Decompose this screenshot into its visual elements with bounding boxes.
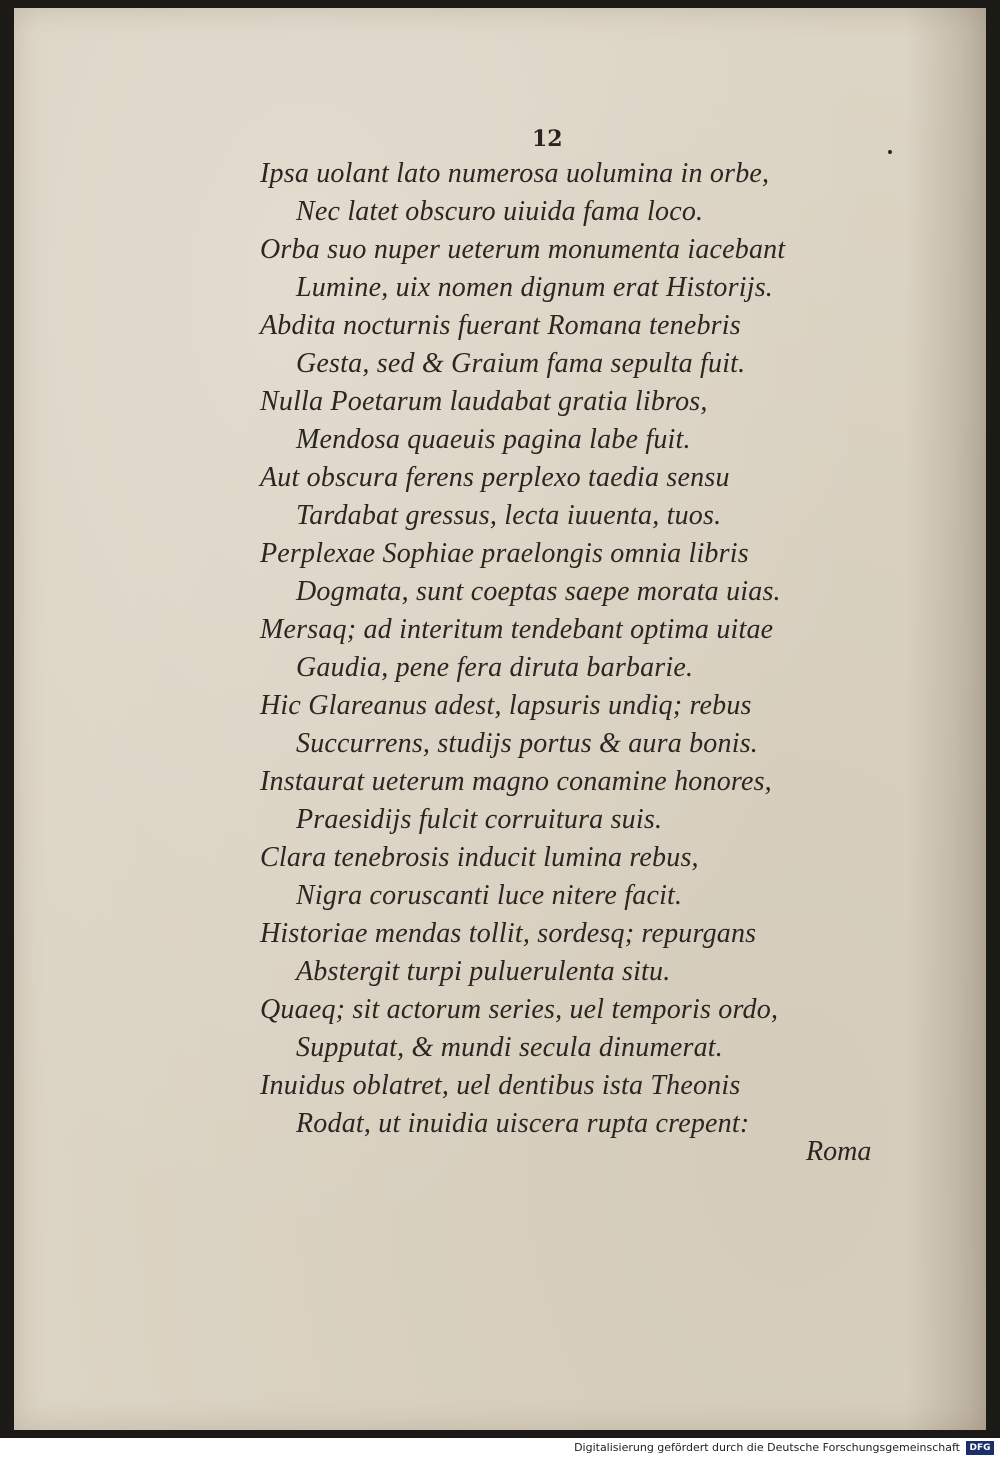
page-number: 12 bbox=[532, 126, 563, 152]
pentameter-line: Mendosa quaeuis pagina labe fuit. bbox=[296, 424, 691, 455]
hexameter-line: Instaurat ueterum magno conamine honores, bbox=[260, 766, 772, 797]
pentameter-line: Praesidijs fulcit corruitura suis. bbox=[296, 804, 663, 835]
pentameter-line: Abstergit turpi puluerulenta situ. bbox=[296, 956, 671, 987]
ink-speck bbox=[888, 150, 892, 154]
hexameter-line: Mersaq; ad interitum tendebant optima uitae bbox=[260, 614, 774, 645]
hexameter-line: Ipsa uolant lato numerosa uolumina in orbe, bbox=[260, 158, 770, 189]
hexameter-line: Quaeq; sit actorum series, uel temporis ordo, bbox=[260, 994, 779, 1025]
pentameter-line: Gesta, sed & Graium fama sepulta fuit. bbox=[296, 348, 746, 379]
hexameter-line: Perplexae Sophiae praelongis omnia libris bbox=[260, 538, 749, 569]
pentameter-line: Lumine, uix nomen dignum erat Historijs. bbox=[296, 272, 773, 303]
funding-credit: Digitalisierung gefördert durch die Deutsche Forschungsgemeinschaft bbox=[574, 1441, 960, 1454]
pentameter-line: Nigra coruscanti luce nitere facit. bbox=[296, 880, 683, 911]
pentameter-line: Tardabat gressus, lecta iuuenta, tuos. bbox=[296, 500, 722, 531]
catchword: Roma bbox=[806, 1136, 872, 1167]
footer-bar bbox=[0, 1438, 1000, 1459]
pentameter-line: Supputat, & mundi secula dinumerat. bbox=[296, 1032, 723, 1063]
hexameter-line: Orba suo nuper ueterum monumenta iacebant bbox=[260, 234, 786, 265]
dfg-logo: DFG bbox=[966, 1441, 994, 1455]
page-edge-shadow bbox=[906, 8, 986, 1430]
hexameter-line: Inuidus oblatret, uel dentibus ista Theonis bbox=[260, 1070, 741, 1101]
hexameter-line: Clara tenebrosis inducit lumina rebus, bbox=[260, 842, 699, 873]
pentameter-line: Dogmata, sunt coeptas saepe morata uias. bbox=[296, 576, 781, 607]
hexameter-line: Hic Glareanus adest, lapsuris undiq; rebus bbox=[260, 690, 752, 721]
pentameter-line: Rodat, ut inuidia uiscera rupta crepent: bbox=[296, 1108, 750, 1139]
hexameter-line: Nulla Poetarum laudabat gratia libros, bbox=[260, 386, 708, 417]
pentameter-line: Gaudia, pene fera diruta barbarie. bbox=[296, 652, 694, 683]
book-page bbox=[14, 8, 986, 1430]
hexameter-line: Abdita nocturnis fuerant Romana tenebris bbox=[260, 310, 741, 341]
hexameter-line: Aut obscura ferens perplexo taedia sensu bbox=[260, 462, 730, 493]
pentameter-line: Nec latet obscuro uiuida fama loco. bbox=[296, 196, 704, 227]
hexameter-line: Historiae mendas tollit, sordesq; repurgans bbox=[260, 918, 757, 949]
pentameter-line: Succurrens, studijs portus & aura bonis. bbox=[296, 728, 758, 759]
